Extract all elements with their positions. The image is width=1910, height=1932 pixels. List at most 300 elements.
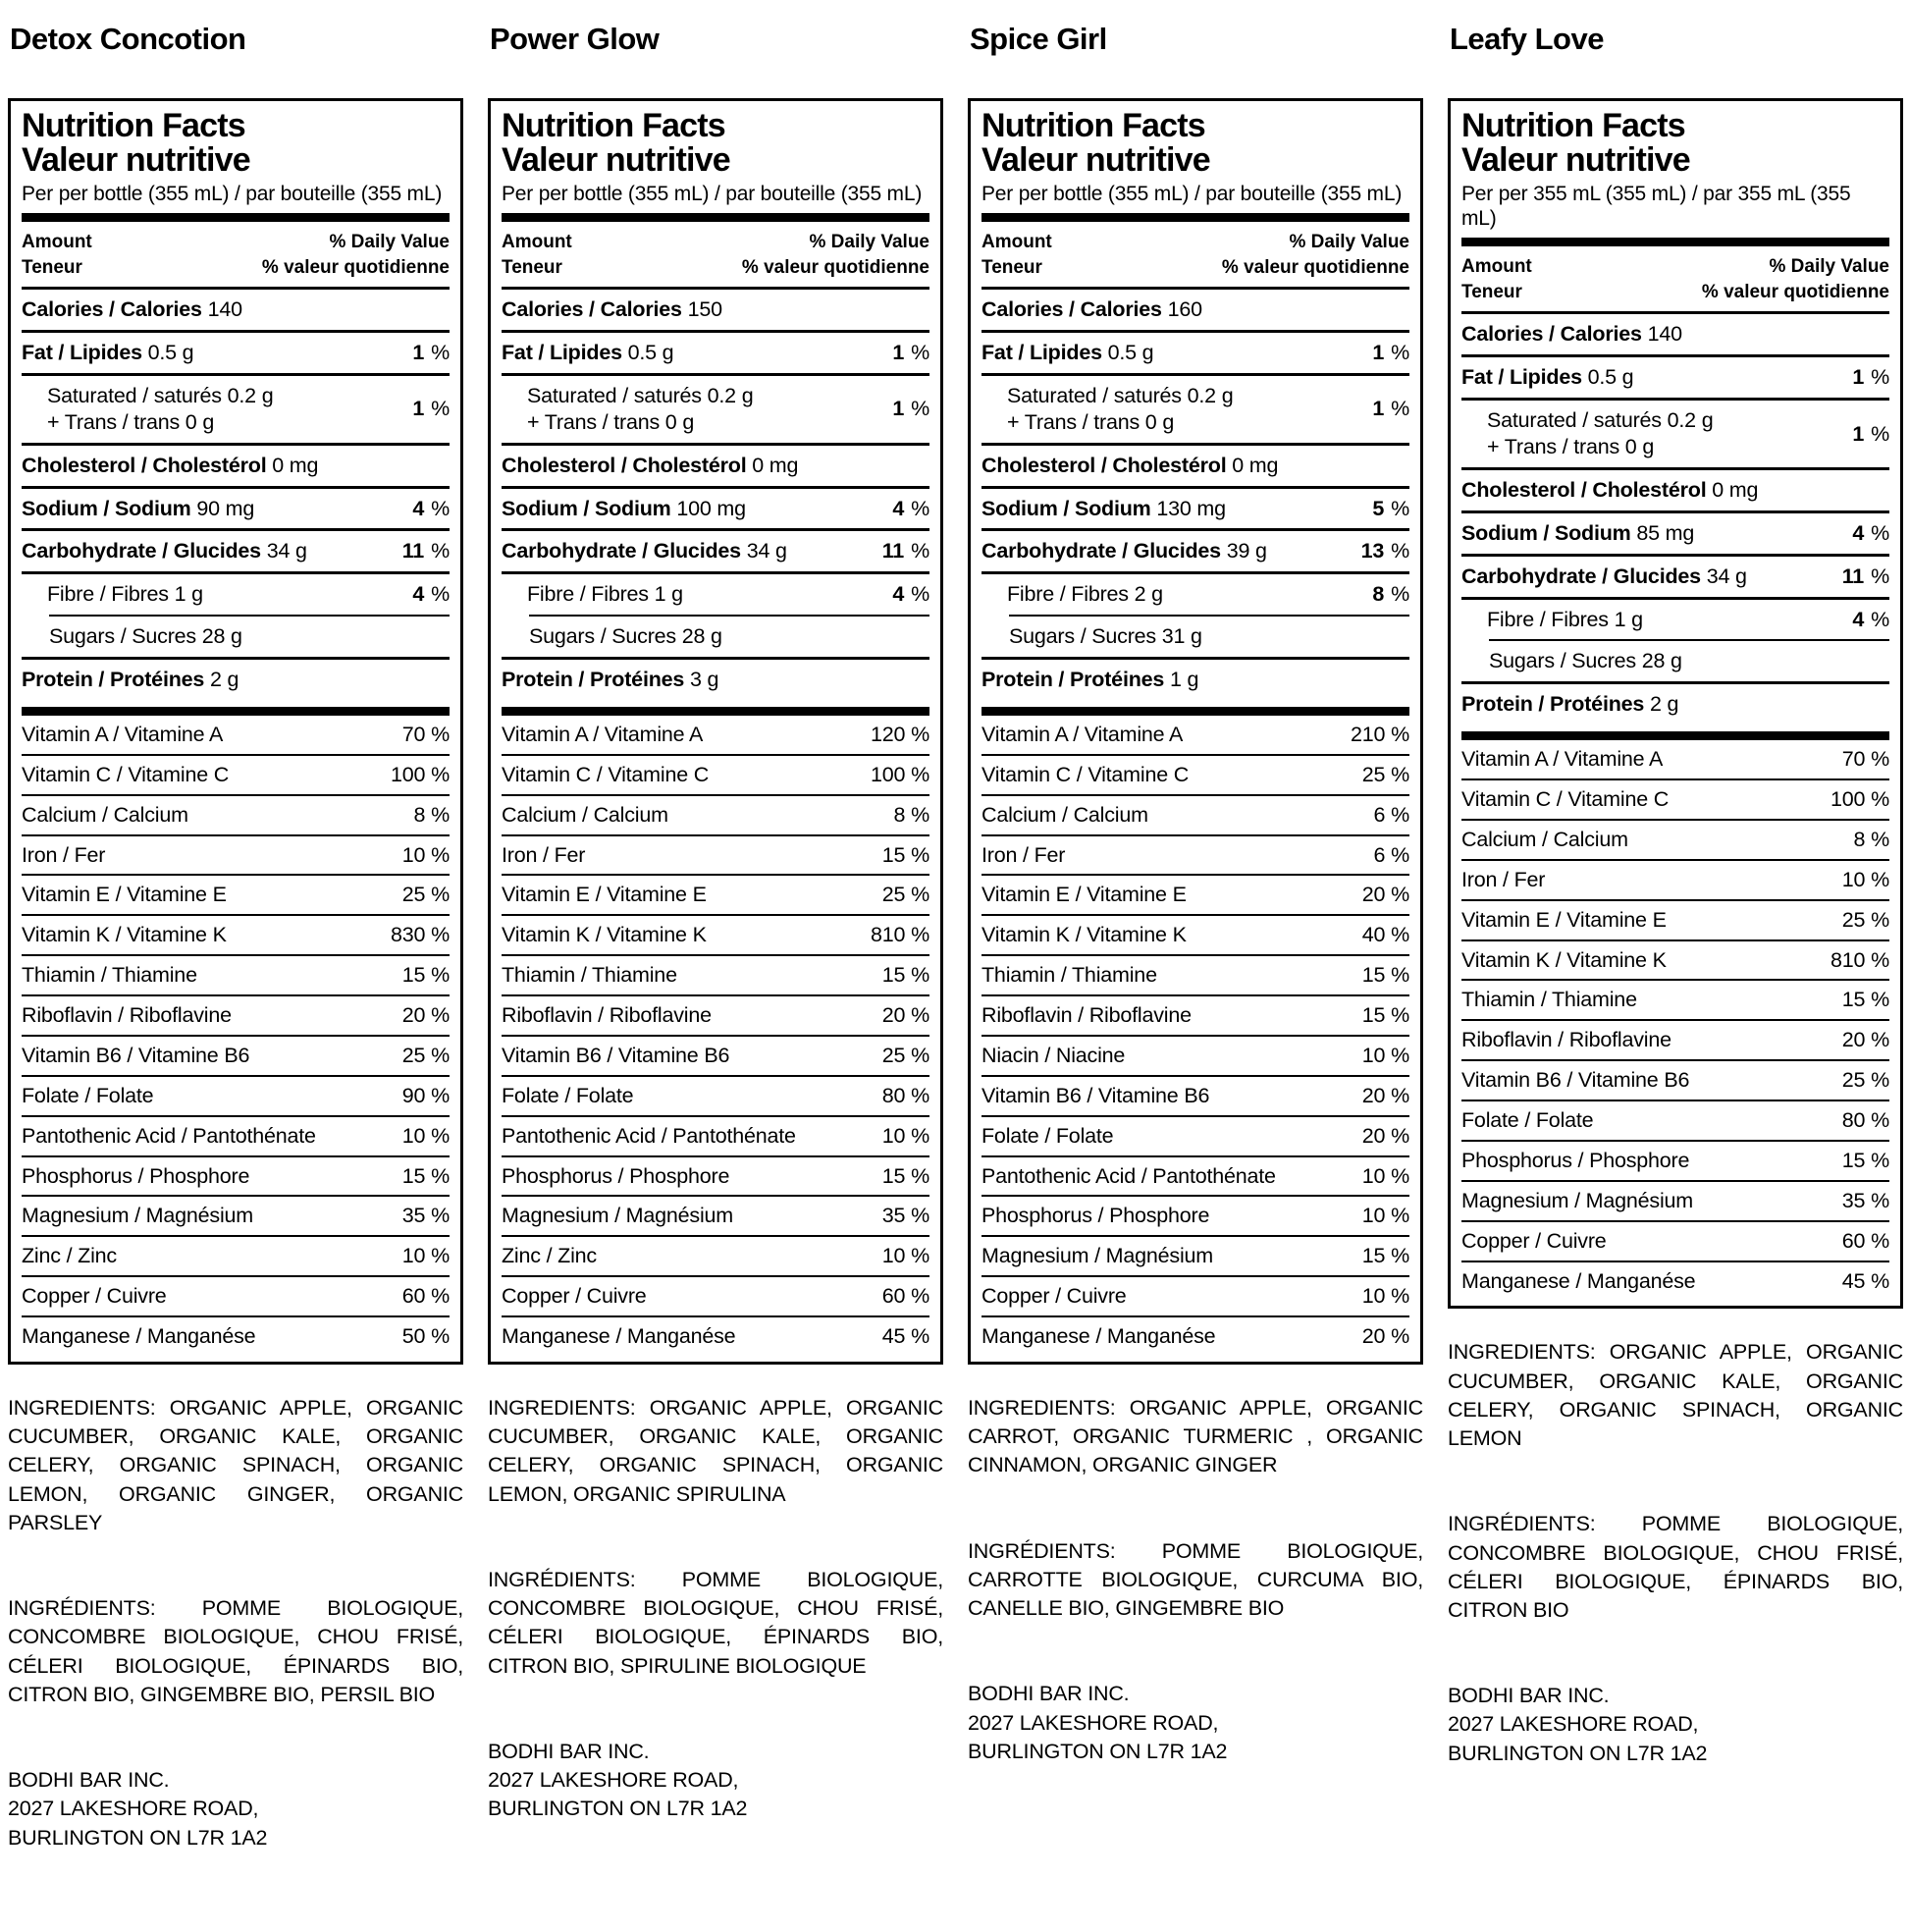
micronutrient-row	[22, 1115, 450, 1155]
micronutrient-daily-value: 10 %	[1361, 1043, 1409, 1067]
cholesterol-row	[1461, 467, 1889, 510]
percent-sign: %	[431, 397, 450, 421]
sugars-row	[529, 615, 929, 657]
micronutrient-row	[1461, 899, 1889, 939]
saturated-fat-daily-value: 1 %	[892, 397, 929, 421]
product-title: Detox Concotion	[10, 22, 246, 56]
micronutrient-daily-value: 210 %	[1351, 722, 1409, 746]
percent-sign: %	[1871, 564, 1889, 588]
carbohydrate-row	[22, 528, 450, 571]
carbohydrate-value: 34 g	[1706, 564, 1747, 588]
micronutrient-label: Vitamin A / Vitamine A	[502, 722, 704, 746]
micronutrient-row	[982, 794, 1409, 834]
micronutrient-row	[1461, 778, 1889, 819]
fat-label: Fat / Lipides 0.5 g	[1461, 365, 1634, 390]
micronutrient-daily-value: 80 %	[1841, 1108, 1889, 1132]
micronutrient-label: Vitamin K / Vitamine K	[1461, 947, 1667, 972]
fat-daily-value: 1 %	[1372, 341, 1409, 365]
percent-sign: %	[431, 341, 450, 365]
micronutrient-row	[502, 794, 929, 834]
nutrition-facts-panel	[1448, 98, 1903, 1309]
micronutrient-row	[982, 1115, 1409, 1155]
sugars-label: Sugars / Sucres 28 g	[529, 624, 722, 649]
protein-value: 3 g	[689, 668, 719, 692]
micronutrient-daily-value: 20 %	[1361, 883, 1409, 907]
carbohydrate-label: Carbohydrate / Glucides 34 g	[22, 539, 307, 564]
nutrient-rows	[22, 290, 450, 700]
fibre-label: Fibre / Fibres 2 g	[1007, 582, 1163, 607]
ingredients-fr: INGRÉDIENTS: POMME BIOLOGIQUE, CONCOMBRE BIOLOGIQUE, CHOU FRISÉ, CÉLERI BIOLOGIQUE, ÉPINARDS BIO, CITRON BIO	[1448, 1512, 1903, 1623]
carbohydrate-label: Carbohydrate / Glucides 34 g	[502, 539, 787, 564]
fat-value: 0.5 g	[1107, 341, 1154, 365]
fibre-label: Fibre / Fibres 1 g	[1487, 607, 1643, 631]
micronutrient-daily-value: 25 %	[1841, 1068, 1889, 1093]
micronutrient-row	[982, 754, 1409, 794]
micronutrient-label: Phosphorus / Phosphore	[22, 1163, 250, 1188]
micronutrient-label: Pantothenic Acid / Pantothénate	[22, 1123, 316, 1148]
micronutrient-label: Pantothenic Acid / Pantothénate	[982, 1163, 1276, 1188]
micronutrient-label: Thiamin / Thiamine	[22, 963, 197, 988]
fat-row	[502, 330, 929, 373]
saturated-fat-row	[982, 373, 1409, 443]
micronutrient-label: Vitamin E / Vitamine E	[1461, 907, 1667, 932]
micronutrient-row	[22, 994, 450, 1035]
daily-value-labels	[1222, 230, 1409, 280]
micronutrient-row	[22, 1195, 450, 1235]
company-name: BODHI BAR INC.	[968, 1682, 1130, 1706]
micronutrient-daily-value: 100 %	[1830, 787, 1889, 811]
sugars-label: Sugars / Sucres 28 g	[1489, 649, 1682, 673]
cholesterol-label: Cholesterol / Cholestérol 0 mg	[502, 453, 799, 477]
micronutrient-label: Vitamin B6 / Vitamine B6	[22, 1043, 250, 1067]
amount-labels	[1461, 254, 1532, 304]
micronutrient-row	[982, 1195, 1409, 1235]
micronutrient-list	[1461, 740, 1889, 1300]
daily-value-label-fr: % valeur quotidienne	[1221, 256, 1409, 278]
product-column	[488, 6, 943, 1824]
micronutrient-row	[982, 1075, 1409, 1115]
sodium-label: Sodium / Sodium 85 mg	[1461, 520, 1695, 545]
micronutrient-daily-value: 25 %	[401, 883, 450, 907]
product-column	[1448, 6, 1903, 1768]
micronutrient-label: Copper / Cuivre	[502, 1284, 647, 1309]
percent-sign: %	[431, 496, 450, 520]
saturated-fat-daily-value: 1 %	[1852, 421, 1889, 446]
nutrition-facts-heading-en: Nutrition Facts	[1461, 107, 1685, 144]
sugars-value: 28 g	[1641, 649, 1682, 673]
micronutrient-label: Magnesium / Magnésium	[22, 1204, 253, 1228]
amount-label-en: Amount	[502, 231, 572, 252]
micronutrient-daily-value: 100 %	[871, 762, 929, 786]
daily-value-label-fr: % valeur quotidienne	[261, 256, 450, 278]
micronutrient-row	[982, 1155, 1409, 1196]
fat-row	[22, 330, 450, 373]
fat-daily-value: 1 %	[1852, 365, 1889, 390]
micronutrient-label: Iron / Fer	[982, 842, 1066, 867]
ingredients-en: INGREDIENTS: ORGANIC APPLE, ORGANIC CUCUMBER, ORGANIC KALE, ORGANIC CELERY, ORGANIC SPINACH, ORGANIC LEMON	[1448, 1340, 1903, 1451]
fat-value: 0.5 g	[627, 341, 674, 365]
saturated-fat-label: Saturated / saturés 0.2 g + Trans / trans 0 g	[1007, 383, 1234, 434]
fat-value: 0.5 g	[1587, 365, 1634, 390]
saturated-fat-daily-value: 1 %	[412, 397, 450, 421]
protein-value: 2 g	[1649, 692, 1679, 717]
micronutrient-label: Phosphorus / Phosphore	[1461, 1148, 1690, 1172]
cholesterol-value: 0 mg	[1232, 453, 1279, 477]
micronutrient-row	[982, 994, 1409, 1035]
micronutrient-daily-value: 10 %	[1841, 867, 1889, 891]
micronutrient-daily-value: 10 %	[1361, 1204, 1409, 1228]
nutrition-facts-panel	[488, 98, 943, 1365]
micronutrient-label: Vitamin K / Vitamine K	[22, 923, 227, 947]
saturated-fat-label: Saturated / saturés 0.2 g + Trans / trans 0 g	[47, 383, 274, 434]
daily-value-label-en: % Daily Value	[809, 231, 929, 252]
micronutrient-daily-value: 25 %	[881, 1043, 929, 1067]
percent-sign: %	[1391, 539, 1409, 564]
micronutrient-label: Folate / Folate	[982, 1123, 1114, 1148]
sugars-label: Sugars / Sucres 31 g	[1009, 624, 1202, 649]
protein-row	[502, 657, 929, 700]
percent-sign: %	[911, 397, 929, 421]
protein-label: Protein / Protéines 1 g	[982, 668, 1199, 692]
micronutrient-row	[1461, 1261, 1889, 1301]
product-title: Spice Girl	[970, 22, 1107, 56]
micronutrient-label: Copper / Cuivre	[1461, 1228, 1607, 1253]
micronutrient-daily-value: 45 %	[881, 1324, 929, 1349]
micronutrient-row	[22, 716, 450, 754]
micronutrient-row	[22, 1035, 450, 1075]
amount-label-fr: Teneur	[502, 256, 562, 278]
daily-value-label-fr: % valeur quotidienne	[741, 256, 929, 278]
fibre-value: 1 g	[654, 582, 683, 607]
ingredients-en: INGREDIENTS: ORGANIC APPLE, ORGANIC CARROT, ORGANIC TURMERIC , ORGANIC CINNAMON, ORGANIC GINGER	[968, 1395, 1423, 1477]
micronutrient-row	[982, 1035, 1409, 1075]
ingredients-en: INGREDIENTS: ORGANIC APPLE, ORGANIC CUCUMBER, ORGANIC KALE, ORGANIC CELERY, ORGANIC SPINACH, ORGANIC LEMON, ORGANIC SPIRULINA	[488, 1395, 943, 1506]
micronutrient-label: Vitamin B6 / Vitamine B6	[982, 1083, 1210, 1107]
sodium-row	[502, 486, 929, 529]
micronutrient-daily-value: 25 %	[881, 883, 929, 907]
micronutrient-label: Vitamin C / Vitamine C	[982, 762, 1190, 786]
saturated-fat-label: Saturated / saturés 0.2 g + Trans / trans 0 g	[527, 383, 754, 434]
micronutrient-daily-value: 35 %	[401, 1204, 450, 1228]
company-address	[488, 1738, 943, 1824]
calories-label: Calories / Calories 160	[982, 297, 1202, 322]
nutrient-rows	[1461, 314, 1889, 724]
micronutrient-label: Magnesium / Magnésium	[1461, 1188, 1693, 1212]
amount-header	[22, 222, 450, 290]
cholesterol-value: 0 mg	[752, 453, 799, 477]
amount-label-fr: Teneur	[1461, 281, 1522, 302]
fat-label: Fat / Lipides 0.5 g	[22, 341, 194, 365]
protein-row	[982, 657, 1409, 700]
thick-divider	[22, 707, 450, 716]
micronutrient-label: Pantothenic Acid / Pantothénate	[502, 1123, 796, 1148]
micronutrient-label: Copper / Cuivre	[982, 1284, 1127, 1309]
thick-divider	[1461, 238, 1889, 246]
micronutrient-row	[502, 1075, 929, 1115]
micronutrient-row	[22, 1235, 450, 1275]
fat-label: Fat / Lipides 0.5 g	[502, 341, 674, 365]
micronutrient-daily-value: 35 %	[1841, 1188, 1889, 1212]
micronutrient-label: Vitamin E / Vitamine E	[502, 883, 707, 907]
ingredients-en: INGREDIENTS: ORGANIC APPLE, ORGANIC CUCUMBER, ORGANIC KALE, ORGANIC CELERY, ORGANIC SPINACH, ORGANIC LEMON, ORGANIC GINGER, ORGANIC PARSLEY	[8, 1395, 463, 1534]
saturated-fat-label: Saturated / saturés 0.2 g + Trans / trans 0 g	[1487, 408, 1714, 458]
daily-value-label-en: % Daily Value	[329, 231, 450, 252]
nutrition-facts-heading-fr: Valeur nutritive	[502, 141, 730, 180]
micronutrient-daily-value: 15 %	[1361, 1244, 1409, 1268]
thick-divider	[502, 707, 929, 716]
nutrition-facts-heading-en: Nutrition Facts	[22, 107, 245, 144]
sugars-value: 28 g	[201, 624, 242, 649]
micronutrient-daily-value: 50 %	[401, 1324, 450, 1349]
thick-divider	[502, 213, 929, 222]
calories-label: Calories / Calories 140	[1461, 322, 1682, 347]
micronutrient-row	[502, 914, 929, 954]
daily-value-labels	[262, 230, 450, 280]
micronutrient-label: Thiamin / Thiamine	[982, 963, 1157, 988]
protein-value: 2 g	[209, 668, 239, 692]
micronutrient-daily-value: 120 %	[871, 722, 929, 746]
company-city: BURLINGTON ON L7R 1A2	[968, 1739, 1228, 1763]
micronutrient-daily-value: 20 %	[1361, 1123, 1409, 1148]
fat-daily-value: 1 %	[412, 341, 450, 365]
company-street: 2027 LAKESHORE ROAD,	[488, 1768, 739, 1793]
cholesterol-row	[22, 443, 450, 486]
micronutrient-label: Vitamin K / Vitamine K	[502, 923, 707, 947]
micronutrient-row	[502, 1035, 929, 1075]
sugars-row	[1489, 639, 1889, 681]
amount-label-fr: Teneur	[982, 256, 1042, 278]
micronutrient-row	[502, 874, 929, 914]
fibre-label: Fibre / Fibres 1 g	[47, 582, 203, 607]
sodium-value: 100 mg	[676, 496, 746, 520]
micronutrient-daily-value: 100 %	[391, 762, 450, 786]
amount-labels	[22, 230, 92, 280]
percent-sign: %	[1871, 520, 1889, 545]
micronutrient-daily-value: 20 %	[881, 1003, 929, 1028]
micronutrient-daily-value: 25 %	[401, 1043, 450, 1067]
micronutrient-daily-value: 10 %	[401, 1123, 450, 1148]
micronutrient-label: Vitamin C / Vitamine C	[502, 762, 710, 786]
micronutrient-label: Niacin / Niacine	[982, 1043, 1126, 1067]
fibre-row	[1461, 597, 1889, 640]
micronutrient-label: Vitamin C / Vitamine C	[22, 762, 230, 786]
daily-value-label-fr: % valeur quotidienne	[1701, 281, 1889, 302]
cholesterol-label: Cholesterol / Cholestérol 0 mg	[1461, 477, 1759, 502]
micronutrient-daily-value: 15 %	[401, 963, 450, 988]
micronutrient-daily-value: 15 %	[1841, 988, 1889, 1012]
amount-labels	[982, 230, 1052, 280]
cholesterol-label: Cholesterol / Cholestérol 0 mg	[982, 453, 1279, 477]
serving-size: Per per bottle (355 mL) / par bouteille (355 mL)	[22, 182, 443, 205]
protein-label: Protein / Protéines 2 g	[22, 668, 239, 692]
nutrition-facts-heading-en: Nutrition Facts	[982, 107, 1205, 144]
daily-value-label-en: % Daily Value	[1289, 231, 1409, 252]
micronutrient-row	[502, 1235, 929, 1275]
micronutrient-label: Zinc / Zinc	[502, 1244, 597, 1268]
fat-label: Fat / Lipides 0.5 g	[982, 341, 1154, 365]
company-address	[968, 1680, 1423, 1766]
micronutrient-label: Vitamin B6 / Vitamine B6	[502, 1043, 730, 1067]
amount-header	[1461, 246, 1889, 314]
fat-value: 0.5 g	[147, 341, 194, 365]
amount-labels	[502, 230, 572, 280]
micronutrient-label: Vitamin K / Vitamine K	[982, 923, 1187, 947]
company-address	[1448, 1682, 1903, 1768]
micronutrient-label: Riboflavin / Riboflavine	[982, 1003, 1192, 1028]
micronutrient-label: Manganese / Manganése	[502, 1324, 736, 1349]
sodium-daily-value: 4 %	[412, 496, 450, 520]
micronutrient-row	[502, 716, 929, 754]
micronutrient-label: Manganese / Manganése	[22, 1324, 256, 1349]
micronutrient-label: Iron / Fer	[1461, 867, 1546, 891]
micronutrient-row	[22, 874, 450, 914]
sodium-row	[982, 486, 1409, 529]
fibre-daily-value: 4 %	[412, 582, 450, 607]
micronutrient-daily-value: 8 %	[1853, 827, 1889, 851]
fibre-value: 1 g	[174, 582, 203, 607]
micronutrient-list	[982, 716, 1409, 1356]
micronutrient-daily-value: 70 %	[1841, 747, 1889, 772]
micronutrient-row	[1461, 1140, 1889, 1180]
sodium-label: Sodium / Sodium 100 mg	[502, 496, 746, 520]
product-column	[8, 6, 463, 1852]
protein-row	[1461, 681, 1889, 724]
micronutrient-row	[982, 954, 1409, 994]
micronutrient-daily-value: 20 %	[1361, 1083, 1409, 1107]
carbohydrate-row	[1461, 554, 1889, 597]
micronutrient-label: Magnesium / Magnésium	[502, 1204, 733, 1228]
daily-value-label-en: % Daily Value	[1769, 256, 1889, 278]
micronutrient-row	[502, 754, 929, 794]
micronutrient-daily-value: 20 %	[1361, 1324, 1409, 1349]
micronutrient-label: Folate / Folate	[502, 1083, 634, 1107]
micronutrient-row	[1461, 859, 1889, 899]
fibre-value: 1 g	[1614, 607, 1643, 631]
micronutrient-daily-value: 6 %	[1373, 802, 1409, 827]
carbohydrate-value: 39 g	[1226, 539, 1267, 564]
company-address	[8, 1766, 463, 1852]
micronutrient-daily-value: 10 %	[881, 1244, 929, 1268]
micronutrient-daily-value: 90 %	[401, 1083, 450, 1107]
nutrient-rows	[982, 290, 1409, 700]
micronutrient-list	[502, 716, 929, 1356]
calories-label: Calories / Calories 150	[502, 297, 722, 322]
carbohydrate-value: 34 g	[746, 539, 787, 564]
sodium-daily-value: 5 %	[1372, 496, 1409, 520]
micronutrient-daily-value: 15 %	[1841, 1148, 1889, 1172]
saturated-fat-row	[502, 373, 929, 443]
sodium-row	[22, 486, 450, 529]
micronutrient-label: Riboflavin / Riboflavine	[502, 1003, 712, 1028]
micronutrient-row	[22, 954, 450, 994]
fat-row	[982, 330, 1409, 373]
micronutrient-row	[1461, 819, 1889, 859]
carbohydrate-daily-value: 11 %	[401, 539, 450, 564]
micronutrient-row	[1461, 1220, 1889, 1261]
micronutrient-daily-value: 25 %	[1841, 907, 1889, 932]
calories-value: 140	[1647, 322, 1682, 347]
micronutrient-label: Iron / Fer	[502, 842, 586, 867]
micronutrient-daily-value: 830 %	[391, 923, 450, 947]
micronutrient-label: Riboflavin / Riboflavine	[22, 1003, 232, 1028]
sugars-row	[1009, 615, 1409, 657]
calories-value: 150	[687, 297, 722, 322]
micronutrient-row	[982, 874, 1409, 914]
serving-size: Per per 355 mL (355 mL) / par 355 mL (355 mL)	[1461, 182, 1851, 230]
micronutrient-row	[982, 716, 1409, 754]
micronutrient-daily-value: 8 %	[413, 802, 450, 827]
micronutrient-row	[22, 794, 450, 834]
fibre-daily-value: 8 %	[1372, 582, 1409, 607]
cholesterol-row	[502, 443, 929, 486]
micronutrient-row	[1461, 1100, 1889, 1140]
percent-sign: %	[911, 582, 929, 607]
micronutrient-daily-value: 15 %	[881, 1163, 929, 1188]
fibre-row	[982, 571, 1409, 615]
percent-sign: %	[911, 496, 929, 520]
micronutrient-row	[502, 954, 929, 994]
micronutrient-row	[1461, 1019, 1889, 1059]
cholesterol-row	[982, 443, 1409, 486]
sodium-label: Sodium / Sodium 90 mg	[22, 496, 255, 520]
micronutrient-row	[1461, 979, 1889, 1019]
micronutrient-label: Riboflavin / Riboflavine	[1461, 1028, 1671, 1052]
serving-size: Per per bottle (355 mL) / par bouteille (355 mL)	[982, 182, 1403, 205]
carbohydrate-label: Carbohydrate / Glucides 39 g	[982, 539, 1267, 564]
nutrition-facts-heading-fr: Valeur nutritive	[1461, 141, 1690, 180]
fibre-daily-value: 4 %	[1852, 607, 1889, 631]
percent-sign: %	[1391, 496, 1409, 520]
nutrition-facts-heading-fr: Valeur nutritive	[22, 141, 250, 180]
micronutrient-daily-value: 60 %	[881, 1284, 929, 1309]
thick-divider	[1461, 731, 1889, 740]
micronutrient-row	[982, 1315, 1409, 1356]
calories-row	[1461, 314, 1889, 354]
micronutrient-row	[1461, 1180, 1889, 1220]
amount-label-en: Amount	[1461, 256, 1532, 278]
micronutrient-row	[502, 1195, 929, 1235]
company-city: BURLINGTON ON L7R 1A2	[8, 1825, 268, 1850]
amount-header	[502, 222, 929, 290]
sodium-daily-value: 4 %	[1852, 520, 1889, 545]
carbohydrate-daily-value: 11 %	[1841, 564, 1889, 588]
micronutrient-daily-value: 8 %	[893, 802, 929, 827]
percent-sign: %	[1871, 607, 1889, 631]
company-name: BODHI BAR INC.	[488, 1739, 650, 1763]
company-city: BURLINGTON ON L7R 1A2	[1448, 1741, 1708, 1765]
fibre-row	[502, 571, 929, 615]
micronutrient-label: Vitamin A / Vitamine A	[22, 722, 224, 746]
micronutrient-daily-value: 20 %	[1841, 1028, 1889, 1052]
calories-row	[982, 290, 1409, 330]
micronutrient-daily-value: 15 %	[881, 963, 929, 988]
micronutrient-row	[22, 1275, 450, 1315]
micronutrient-row	[982, 834, 1409, 875]
micronutrient-daily-value: 10 %	[401, 842, 450, 867]
sodium-value: 130 mg	[1156, 496, 1226, 520]
micronutrient-daily-value: 15 %	[401, 1163, 450, 1188]
company-name: BODHI BAR INC.	[8, 1768, 170, 1793]
fibre-daily-value: 4 %	[892, 582, 929, 607]
micronutrient-daily-value: 10 %	[401, 1244, 450, 1268]
calories-row	[22, 290, 450, 330]
micronutrient-daily-value: 60 %	[401, 1284, 450, 1309]
nutrition-facts-panel	[968, 98, 1423, 1365]
micronutrient-daily-value: 35 %	[881, 1204, 929, 1228]
sugars-value: 28 g	[681, 624, 722, 649]
micronutrient-label: Thiamin / Thiamine	[502, 963, 677, 988]
product-title: Power Glow	[490, 22, 660, 56]
